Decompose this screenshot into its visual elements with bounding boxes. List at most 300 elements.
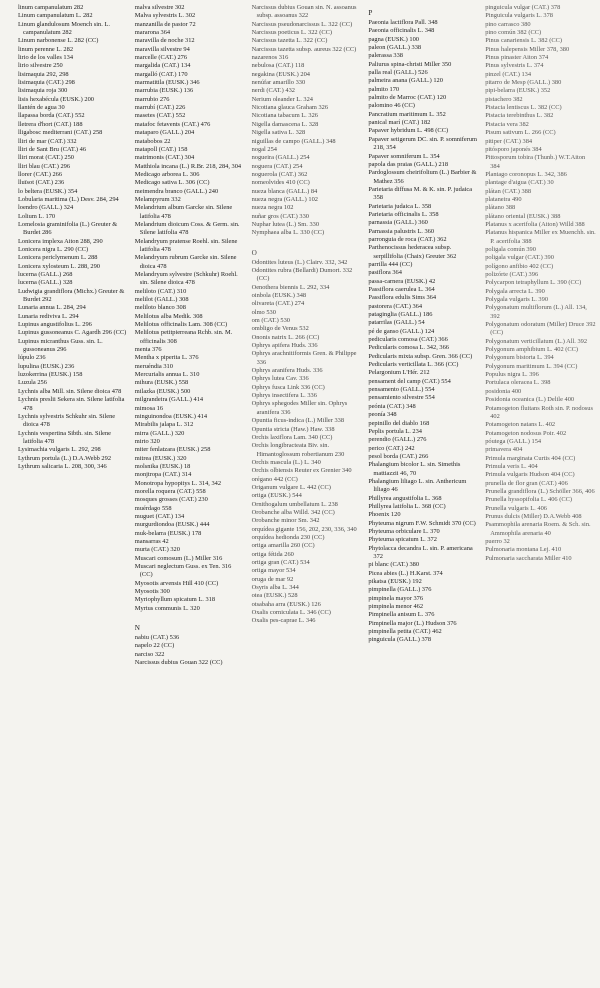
index-entry: Polycarpon tetraphyllum L. 390 (CC) [485, 279, 582, 287]
index-entry: Prunella hyssopifolia L. 406 (CC) [485, 496, 572, 504]
index-entry: manzanilla de pastor 72 [134, 20, 196, 28]
index-entry: Ludwigia grandiflora (Michx.) Greuter & Burdet 292 [18, 287, 126, 304]
index-entry: om (CAT.) 530 [251, 317, 290, 325]
index-column-4 [368, 4, 479, 988]
index-entry: Melandryum pratense Roehl. sin. Silene latifolia 478 [134, 237, 239, 253]
index-entry: Potamogeton nodosus Poir. 402 [485, 429, 567, 437]
index-entry: pinguicula vulgar (CAT.) 378 [485, 4, 561, 11]
index-entry: Pimpinella major (L.) Hudson 376 [368, 619, 457, 627]
index-entry: Melampyrum 332 [134, 195, 181, 203]
index-entry: mitrea (EUSK.) 320 [134, 454, 187, 462]
index-entry: primavera 404 [485, 446, 523, 454]
index-entry: Phyteuma orbiculare L. 370 [368, 527, 440, 535]
index-entry: Pinus halepensis Miller 378, 380 [485, 45, 570, 53]
index-entry: marrubia (EUSK.) 136 [134, 87, 194, 95]
index-entry: Narcissus poeticus L. 322 (CC) [251, 29, 332, 37]
index-entry: pensament del camp (CAT.) 554 [368, 377, 451, 385]
index-entry: polígono anfibio 402 (CC) [485, 262, 554, 270]
index-entry: lirio silvestre 250 [18, 62, 63, 70]
index-entry: peónia (CAT.) 348 [368, 402, 416, 410]
index-entry: lucerna (GALL.) 268 [18, 271, 73, 278]
index-column-3 [252, 4, 363, 988]
index-entry: palla real (GALL.) 526 [368, 69, 428, 77]
index-entry: meruéndia 310 [134, 362, 173, 370]
index-entry: parnassia (GALL.) 360 [368, 219, 428, 227]
index-entry: Ophrys sphegodes Miller sin. Ophrys aranifera 336 [251, 400, 349, 416]
index-entry: Monotropa hypopitys L. 314, 342 [134, 479, 222, 487]
index-entry: peonía 348 [368, 411, 397, 419]
index-entry: lo beltera (EUSK.) 354 [18, 187, 78, 195]
index-entry: Pistacia lentiscus L. 382 (CC) [485, 104, 562, 112]
index-entry: matapoll (CAT.) 158 [134, 145, 188, 153]
index-entry: pepinillo del diablo 168 [368, 419, 430, 427]
index-entry: Ophrys lutea Cav. 336 [251, 375, 309, 383]
index-entry: Lupinus angustifolius L. 296 [18, 321, 92, 329]
index-entry: Parthenocissus hederacea subsp. serpillifolia (Chaix) Greuter 362 [368, 244, 457, 260]
index-entry: Pinus canariensis L. 382 (CC) [485, 37, 563, 45]
index-entry: Matthiola incana (L.) R.Br. 218, 284, 304 [134, 162, 242, 170]
index-entry: llorer (CAT.) 266 [18, 170, 63, 178]
index-entry: Lythrum salicaria L. 208, 300, 346 [18, 462, 107, 470]
index-entry: olivareta (CAT.) 274 [251, 300, 305, 308]
index-entry: Primula vulgaris Hudson 404 (CC) [485, 471, 575, 479]
index-entry: oinbola (EUSK.) 348 [251, 292, 307, 299]
index-entry [135, 613, 246, 619]
index-entry: póutega (GALL.) 154 [485, 437, 542, 445]
index-entry: Lomelosia graminifolia (L.) Greuter & Burdet 286 [18, 220, 119, 237]
index-entry: Prunus dulcis (Miller) D.A.Webb 408 [485, 512, 582, 520]
index-entry: Lunaria annua L. 284, 294 [18, 304, 86, 312]
index-entry: monjtropa (CAT.) 314 [134, 471, 192, 479]
index-entry: pimpinela mayor 376 [368, 594, 424, 602]
index-entry: nueza blanca (GALL.) 84 [251, 187, 318, 195]
index-entry: orquídea hedionda 230 (CC) [251, 533, 325, 541]
index-entry: meliloto (CAT.) 310 [134, 287, 187, 295]
index-entry: olmo 530 [251, 308, 276, 316]
index-entry: Nuphar lutea (L.) Sm. 330 [251, 220, 320, 228]
index-entry: Lychnis sylvestris Schkuhr sin. Silene dioica 478 [18, 412, 117, 429]
index-entry: Peplis portula L. 234 [368, 427, 422, 435]
index-entry: Primula marginata Curtis 404 (CC) [485, 454, 576, 462]
index-entry: lliri morat (CAT.) 250 [18, 154, 74, 162]
index-entry: Nymphaea alba L. 330 (CC) [251, 229, 325, 237]
index-entry: matabobos 22 [134, 137, 171, 145]
index-entry: Ophrys aranifera Huds. 336 [251, 367, 323, 375]
index-entry: perendio (GALL.) 276 [368, 436, 427, 444]
index-entry: minguinondoa (EUSK.) 414 [134, 412, 208, 420]
index-column-2 [135, 4, 246, 988]
index-entry: lupulina (EUSK.) 236 [18, 362, 75, 370]
index-entry: Lysimachia vulgaris L. 292, 298 [18, 446, 101, 454]
index-entry: Pedicularis mixta subsp. Gren. 366 (CC) [368, 352, 473, 360]
index-entry: puerro 32 [485, 538, 510, 545]
index-entry: Ophrys insectifera L. 336 [251, 392, 317, 400]
index-entry: marcelle (CAT.) 276 [134, 54, 188, 62]
index-entry: plátan (CAT.) 388 [485, 187, 532, 195]
index-entry: Platanus x acerifolia (Aiton) Willd 388 [485, 220, 585, 228]
index-entry: Lonicera implexa Aiton 288, 290 [18, 237, 103, 245]
index-entry: parrilla 444 (CC) [368, 260, 413, 268]
index-entry: nazarenos 316 [251, 54, 289, 62]
index-entry: marrubí (CAT.) 226 [134, 104, 186, 112]
index-entry: Ophrys fusca Link 336 (CC) [251, 383, 325, 391]
index-entry: matafoc fetavents (CAT.) 476 [134, 120, 211, 128]
index-entry: mansarras 42 [134, 538, 169, 545]
index-entry: Phytolacca decandra L. sin. P. americana 372 [368, 544, 475, 560]
index-entry: Lonicera xylosteum L. 288, 290 [18, 262, 100, 270]
index-entry: mirto 320 [134, 437, 160, 445]
index-entry: nabiu (CAT.) 536 [134, 634, 180, 642]
index-entry: Linum glandulosum Moench sin. L. campanulatum 282 [18, 20, 112, 37]
index-entry: Populus nigra L. 396 [485, 371, 539, 379]
index-entry: Passiflora caerulea L. 364 [368, 286, 435, 293]
index-entry: Ophrys arachnitiformis Gren. & Philippe 336 [251, 350, 359, 366]
index-entry: papola das praias (GALL.) 218 [368, 160, 449, 168]
index-entry: Melandryum sylvestre (Schkuhr) Roehl. sin. Silene dioica 478 [134, 271, 240, 287]
index-entry: Odontites rubra (Bellardi) Dumort. 332 (CC) [251, 266, 354, 283]
index-entry: plátano oriental (EUSK.) 388 [485, 212, 561, 220]
index-entry: Lonicera nigra L. 290 (CC) [18, 245, 89, 253]
index-entry: Prunella grandiflora (L.) Schöller 366, 406 [485, 487, 595, 495]
index-entry: Polygonum amphibium L. 402 (CC) [485, 346, 579, 354]
index-entry: Lychnis vespertina Sibth. sin. Silene latifolia 478 [18, 429, 113, 445]
index-entry: lliri de Sant Bru (CAT.) 46 [18, 145, 87, 153]
index-entry: otea (EUSK.) 528 [251, 592, 298, 600]
index-entry: Pisum sativum L. 266 (CC) [485, 129, 556, 137]
index-entry: lisimaquia 292, 298 [18, 70, 69, 78]
index-entry: Pinguicula vulgaris L. 378 [485, 12, 553, 20]
index-entry: Orobanche minor Sm. 342 [251, 517, 320, 525]
index-entry: mosques grosses (CAT.) 230 [134, 496, 208, 504]
index-entry: orquídea gigante 156, 202, 230, 336, 340 [251, 525, 357, 533]
index-entry: Portulaca oleracea L. 398 [485, 379, 551, 387]
index-entry: nomeolvides 410 (CC) [251, 179, 310, 187]
index-entry: Phoenix 120 [368, 511, 401, 519]
index-entry: Polygala vulgaris L. 390 [485, 296, 549, 304]
index-entry: Melandrium dioicum Coss. & Germ. sin. Silene latifolia 478 [134, 220, 242, 237]
index-entry: palerassa 338 [368, 52, 403, 60]
index-entry: pasiflora 364 [368, 269, 402, 277]
index-entry: lliri de mar (CAT.) 332 [18, 137, 77, 145]
index-entry: lúpulo 236 [18, 354, 46, 362]
index-entry: molsnika (EUSK.) 18 [134, 462, 191, 470]
index-entry: muérdago 558 [134, 504, 172, 512]
index-entry: murta (CAT.) 320 [134, 546, 180, 554]
index-entry: Ononis natrix L. 266 (CC) [251, 333, 320, 341]
index-entry: Pittosporum tobira (Thunb.) W.T.Aiton 384 [485, 154, 587, 170]
index-entry: Posidonia oceanica (L.) Delile 400 [485, 396, 575, 404]
index-entry: perico (CAT.) 242 [368, 444, 415, 452]
index-entry: patarrilas (GALL.) 54 [368, 319, 425, 327]
index-entry: pastorera (CAT.) 364 [368, 302, 423, 310]
index-entry: Mirabilis jalapa L. 312 [134, 421, 194, 429]
index-entry: Nigella sativa L. 328 [251, 129, 306, 137]
index-entry: pitósporo japonés 384 [485, 145, 542, 153]
index-entry: mimosa 16 [134, 404, 164, 412]
index-entry: Parietaria judaica L. 358 [368, 202, 432, 210]
index-entry: Myrtus communis L. 320 [134, 604, 200, 612]
index-entry: pi blanc (CAT.) 380 [368, 561, 420, 569]
index-entry: pipi-belarra (EUSK.) 352 [485, 87, 551, 95]
index-entry: Prunella vulgaris L. 406 [485, 504, 547, 512]
index-entry: napelo 22 (CC) [134, 642, 175, 650]
index-entry: Ornithogalum umbellatum L. 238 [251, 500, 338, 508]
index-entry: Lupinus micranthus Guss. sin. L. gussoneanus 296 [18, 337, 105, 354]
index-entry: maravilla de noche 312 [134, 37, 195, 45]
index-entry: lirio de los valles 134 [18, 54, 74, 62]
index-entry: Parietaria officinalis L. 358 [368, 210, 439, 218]
index-entry: pé de ganso (GALL.) 124 [368, 327, 435, 335]
index-entry: Medicago arborea L. 306 [134, 170, 200, 178]
index-entry: poligala vulgar (CAT.) 390 [485, 254, 554, 262]
index-entry: lisimaquia roja 300 [18, 87, 68, 95]
index-entry: palmeira anana (GALL.) 120 [368, 77, 443, 85]
index-entry: Plantago coronopus L. 342, 386 [485, 170, 567, 178]
index-entry: Phillyrea angustifolia L. 368 [368, 494, 442, 502]
index-entry: Pelargonium L'Hér. 212 [368, 369, 430, 377]
index-entry: Orchis longibracteata Biv. sin. Himantoglossum robertianum 230 [251, 442, 345, 458]
index-entry: Nerium oleander L. 324 [251, 95, 313, 103]
index-entry: Polygonatum verticillatum (L.) All. 392 [485, 337, 588, 345]
section-letter: O [251, 248, 257, 257]
index-entry: marrubio 276 [134, 95, 170, 103]
index-entry: Melilotus petitpierreana Rchb. sin. M. officinalis 308 [134, 329, 234, 345]
index-entry: Phillyrea latifolia L. 368 (CC) [368, 502, 446, 510]
index-column-1 [18, 4, 129, 988]
index-entry: pensamiento silvestre 554 [368, 394, 435, 402]
index-entry: luzokerrina (EUSK.) 158 [18, 371, 83, 379]
index-entry: Papaver somniferum L. 354 [368, 152, 440, 160]
index-entry: Pedicularis comosa L. 342, 366 [368, 344, 449, 352]
index-entry: Mentha x piperita L. 376 [134, 354, 199, 362]
index-entry: Ophrys apifera Huds. 336 [251, 342, 318, 350]
index-entry: orégano 442 (CC) [251, 475, 298, 483]
index-entry: ortiga gran (CAT.) 534 [251, 559, 310, 566]
index-entry: Picea abies (L.) H.Karst. 374 [368, 569, 443, 577]
index-entry: otsabaha arra (EUSK.) 126 [251, 600, 321, 608]
index-entry: mihura (EUSK.) 558 [134, 379, 189, 387]
index-entry: Myriophyllum spicatum L. 318 [134, 596, 216, 604]
index-entry: Pistacia vera 382 [485, 120, 529, 128]
index-entry: plátano 388 [485, 204, 516, 212]
index-entry: milazka (EUSK.) 500 [134, 387, 191, 395]
index-entry: Paeonia officinalis L. 348 [368, 27, 435, 35]
index-entry: Myosotis arvensis Hill 410 (CC) [134, 579, 219, 587]
index-entry: Polygonum maritimum L. 394 (CC) [485, 362, 578, 370]
index-entry: Muscari neglectum Guss. ex Ten. 316 (CC) [134, 563, 233, 579]
index-entry: narciso 322 [134, 650, 165, 658]
index-entry: lliri blau (CAT.) 296 [18, 162, 71, 170]
index-entry: Polygala arrecta L. 390 [485, 287, 545, 295]
index-entry: poligala común 390 [485, 245, 536, 253]
index-entry: meliloto blanco 308 [134, 304, 186, 312]
index-entry: Mercurialis annua L. 310 [134, 371, 200, 379]
index-entry: lletrera d'hort (CAT.) 188 [18, 120, 83, 128]
index-entry: pesol borda (CAT.) 266 [368, 452, 429, 460]
index-entry: palmito de Marroc (CAT.) 120 [368, 94, 447, 102]
index-entry: Orobanche alba Willd. 342 (CC) [251, 508, 335, 516]
index-entry: ombligo de Venus 532 [251, 325, 309, 333]
index-entry: palomino 46 (CC) [368, 102, 415, 110]
index-entry: parronguia de roca (CAT.) 362 [368, 235, 447, 243]
index-entry: nogueira (GALL.) 254 [251, 154, 310, 162]
index-entry: Nigella damascena L. 328 [251, 120, 319, 128]
index-entry: milgrandeira (GALL.) 414 [134, 396, 204, 404]
index-entry: nebulosa (CAT.) 118 [251, 62, 305, 70]
index-entry: Lychnis alba Mill. sin. Silene dioica 478 [18, 387, 122, 395]
index-entry: Opuntia stricta (Haw.) Haw. 338 [251, 425, 335, 433]
index-entry: Phyteuma spicatum L. 372 [368, 536, 437, 544]
index-entry: morella roquera (CAT.) 558 [134, 487, 206, 495]
index-entry: Myosotis 300 [134, 588, 170, 596]
index-entry: Papaver hybridum L. 498 (CC) [368, 127, 449, 135]
index-entry: matrimonis (CAT.) 304 [134, 154, 195, 162]
index-entry: pitarro de Mesp (GALL.) 380 [485, 79, 562, 87]
index-entry: Platanus hispanica Miller ex Muenchh. sin. P. acerifolia 388 [485, 229, 598, 245]
index-entry: Lythrum portula (L.) D.A.Webb 292 [18, 454, 112, 462]
index-entry: Muscari comosum (L.) Miller 316 [134, 554, 223, 562]
index-entry: Oenothera biennis L. 292, 334 [251, 283, 330, 291]
index-entry: Pinus sylvestris L. 374 [485, 62, 544, 70]
index-entry: Polygonum bistorta L. 394 [485, 354, 554, 362]
index-entry: nerdi (CAT.) 432 [251, 87, 295, 95]
index-entry: lligabosc mediterrani (CAT.) 258 [18, 129, 103, 137]
index-entry: Narcissus tazetta subsp. aureus 322 (CC) [251, 45, 357, 53]
index-entry: Pulmonaria montana Lej. 410 [485, 546, 562, 554]
index-entry: Melilotus officinalis Lam. 308 (CC) [134, 321, 228, 329]
section-letter: N [134, 624, 140, 633]
index-entry: Primula veris L. 404 [485, 462, 538, 470]
index-entry: melilot (GALL.) 308 [134, 296, 189, 304]
index-entry: mirra (GALL.) 320 [134, 429, 185, 437]
index-entry: Malva sylvestris L. 302 [134, 12, 196, 20]
index-entry: ortiga (EUSK.) 544 [251, 492, 302, 500]
index-entry [252, 238, 363, 244]
index-entry: meimendra branco (GALL.) 240 [134, 187, 219, 195]
index-entry: Pistacia terebinthus L. 382 [485, 112, 554, 120]
index-entry: pinguicula (GALL.) 378 [368, 636, 432, 644]
index-column-5 [485, 4, 596, 988]
index-entry: Passiflora edulis Sims 364 [368, 294, 437, 302]
index-entry: Potamogeton natans L. 402 [485, 421, 556, 429]
index-entry: Pimpinella anisum L. 376 [368, 611, 435, 619]
index-entry: pensamento (GALL.) 554 [368, 386, 435, 394]
index-entry: nueza negra 102 [251, 204, 294, 212]
index-entry: Oxalis pes-caprae L. 346 [251, 617, 316, 625]
index-entry: Narcissus dubius Gouan sin. N. assoanus subsp. assoanus 322 [251, 4, 359, 20]
index-entry: Phalangium liliago L. sin. Anthericum liliago 46 [368, 477, 468, 494]
index-entry: palmito 170 [368, 85, 400, 93]
index-entry: margalida (CAT.) 134 [134, 62, 191, 70]
index-entry: Narcissus tazetta L. 322 (CC) [251, 37, 328, 45]
index-entry: pino común 382 (CC) [485, 29, 542, 37]
index-entry: loendro (GALL.) 324 [18, 204, 74, 212]
index-entry: llapassa borda (CAT.) 552 [18, 112, 85, 120]
index-entry: Orchis olbiensis Reuter ex Grenier 340 [251, 467, 352, 475]
index-entry: Linum campanulatum L. 282 [18, 12, 93, 20]
index-entry: paleon (GALL.) 338 [368, 44, 422, 52]
index-entry: nueza negra (GALL.) 102 [251, 195, 318, 203]
index-entry: lucerna (GALL.) 328 [18, 279, 73, 287]
index-entry: nenúfar amarillo 330 [251, 79, 306, 87]
index-entry: noguerola (CAT.) 362 [251, 170, 308, 178]
index-entry: linum campanulatum 282 [18, 4, 84, 11]
index-entry: Phalangium bicolor L. sin. Simethis mattiazzii 46, 70 [368, 461, 462, 477]
index-entry: Lupinus gussoneanus C. Agardh 296 (CC) [18, 329, 127, 337]
index-entry: menta 376 [134, 346, 162, 354]
index-entry: pistachero 382 [485, 95, 523, 103]
index-entry: Nicotiana tabacum L. 326 [251, 112, 318, 120]
index-entry: negakina (EUSK.) 204 [251, 70, 310, 78]
index-entry: ortiga amarilla 260 (CC) [251, 542, 315, 550]
index-entry: malva silvestre 302 [134, 4, 185, 11]
index-entry: pimpinella petita (CAT.) 462 [368, 628, 442, 636]
index-entry: Parietaria diffusa M. & K. sin. P. judaica 358 [368, 185, 474, 202]
index-entry: mataparo (GALL.) 204 [134, 129, 195, 137]
index-entry: muk-belarra (EUSK.) 178 [134, 529, 202, 537]
index-entry: Orchis laxiflora Lam. 340 (CC) [251, 433, 333, 441]
index-entry: Luzula 256 [18, 379, 47, 387]
index-entry: noguera (CAT.) 254 [251, 162, 303, 170]
index-entry: Medicago sativa L. 306 (CC) [134, 179, 210, 187]
index-entry: Paeonia lactiflora Pall. 348 [368, 19, 438, 26]
index-entry: masetes (CAT.) 552 [134, 112, 186, 120]
index-entry: Parnassia palustris L. 360 [368, 227, 435, 235]
index-entry: marmatitila (EUSK.) 346 [134, 79, 200, 87]
index-entry: linum perenne L. 282 [18, 45, 74, 53]
index-entry: Melandryum rubrum Garcke sin. Silene dioica 478 [134, 254, 239, 270]
index-entry: Linum narbonense L. 282 (CC) [18, 37, 99, 45]
index-entry: miter fenlatzara (EUSK.) 258 [134, 446, 211, 454]
index-entry: lluïsot (CAT.) 236 [18, 179, 65, 187]
index-entry: Osyris alba L. 344 [251, 584, 299, 592]
index-entry: pitiper (CAT.) 384 [485, 137, 533, 145]
index-entry: Polygonatum multiflorum (L.) All. 134, 392 [485, 304, 589, 320]
index-entry: pikatsa (EUSK.) 192 [368, 578, 422, 586]
index-entry: margalló (CAT.) 170 [134, 70, 188, 78]
index-entry: Melilotus alba Medik. 308 [134, 312, 203, 320]
index-entry: posidonia 400 [485, 387, 522, 395]
index-entry: ortiga mayor 534 [251, 567, 296, 575]
index-entry: ortiga fétida 260 [251, 550, 294, 558]
index-entry: niguillas de campo (GALL.) 348 [251, 137, 336, 145]
index-entry: murgurdiondoa (EUSK.) 444 [134, 521, 210, 529]
index-entry: pataginglia (GALL.) 186 [368, 311, 433, 319]
index-entry: panical marí (CAT.) 182 [368, 119, 431, 127]
section-letter: P [368, 9, 373, 17]
index-entry: pimpinella (GALL.) 376 [368, 586, 432, 594]
index-entry: pino carrasco 380 [485, 20, 531, 28]
index-entry: Phyteuma nigrum F.W. Schmidt 370 (CC) [368, 519, 476, 527]
index-entry: Pedicularis verticillata L. 366 (CC) [368, 361, 459, 369]
index-entry: Lonicera periclymenum L. 288 [18, 254, 98, 262]
index-entry: Pinus pinaster Aiton 374 [485, 54, 549, 62]
index-entry: pimpinela menor 462 [368, 603, 424, 611]
index-entry: nuñar gros (CAT.) 330 [251, 212, 309, 220]
index-entry: Opuntia ficus-indica (L.) Miller 338 [251, 417, 345, 425]
index-entry: Paliurus spina-christi Miller 350 [368, 60, 452, 68]
index-entry: Potamogeton fluitans Roth sin. P. nodosus 402 [485, 404, 595, 420]
index-entry: pagna (EUSK.) 100 [368, 35, 419, 43]
index-entry: Orchis mascula (L.) L. 340 [251, 458, 321, 466]
index-entry: Narcissus pseudonarcissus L. 322 (CC) [251, 20, 353, 28]
index-entry: Pancratium maritimum L. 352 [368, 110, 446, 118]
index-entry: lisis hexabécula (EUSK.) 200 [18, 95, 94, 103]
index-entry: Lunaria rediviva L. 294 [18, 312, 79, 320]
index-entry: passa-carnera (EUSK.) 42 [368, 277, 436, 285]
index-entry: plantage d'aigua (CAT.) 30 [485, 179, 554, 187]
index-entry: Psammophila arenaria Roem. & Sch. sin. Ammophila arenaria 40 [485, 521, 592, 537]
